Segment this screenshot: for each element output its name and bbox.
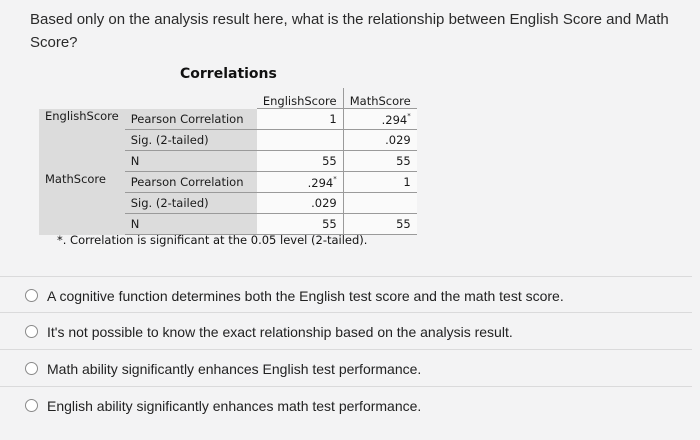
option-label: English ability significantly enhances math test performance. [47,397,422,414]
table-cell: 1 [257,109,344,130]
stat-label: N [125,151,257,172]
table-row [39,109,417,130]
correlations-table [39,88,417,235]
table-footnote: *. Correlation is significant at the 0.05 level (2-tailed). [57,233,368,247]
radio-button[interactable] [25,399,38,412]
radio-button[interactable] [25,289,38,302]
option-label: A cognitive function determines both the English test score and the math test score. [47,287,564,304]
table-title: Correlations [180,66,277,82]
table-cell [343,109,416,130]
row-group-label: MathScore [39,172,125,235]
stat-label: Pearson Correlation [125,172,257,193]
stat-label: Sig. (2-tailed) [125,193,257,214]
column-header-englishscore: EnglishScore [257,88,344,109]
significance-marker: * [407,111,411,120]
answer-option-3[interactable] [0,349,692,387]
table-cell: 55 [257,214,344,235]
option-label: It's not possible to know the exact relationship based on the analysis result. [47,323,513,340]
table-cell: 1 [343,172,416,193]
table-header-row [39,88,417,109]
stat-label: Sig. (2-tailed) [125,130,257,151]
table-cell: 55 [343,214,416,235]
cell-value: .294 [307,175,334,190]
table-cell: .029 [343,130,416,151]
table-cell [343,193,416,214]
cell-value: .294 [381,112,408,127]
table-cell: 55 [257,151,344,172]
table-cell: 55 [343,151,416,172]
table-cell [257,172,344,193]
column-header-mathscore: MathScore [343,88,416,109]
row-group-label: EnglishScore [39,109,125,172]
stat-label: Pearson Correlation [125,109,257,130]
answer-option-2[interactable] [0,312,692,350]
answer-option-4[interactable] [0,386,692,424]
significance-marker: * [333,174,337,183]
answer-option-1[interactable] [0,276,692,314]
option-label: Math ability significantly enhances English test performance. [47,360,422,377]
radio-button[interactable] [25,325,38,338]
radio-button[interactable] [25,362,38,375]
stat-label: N [125,214,257,235]
table-cell [257,130,344,151]
table-cell: .029 [257,193,344,214]
question-text: Based only on the analysis result here, what is the relationship between English Score and Math Score? [30,11,669,51]
table-row [39,172,417,193]
